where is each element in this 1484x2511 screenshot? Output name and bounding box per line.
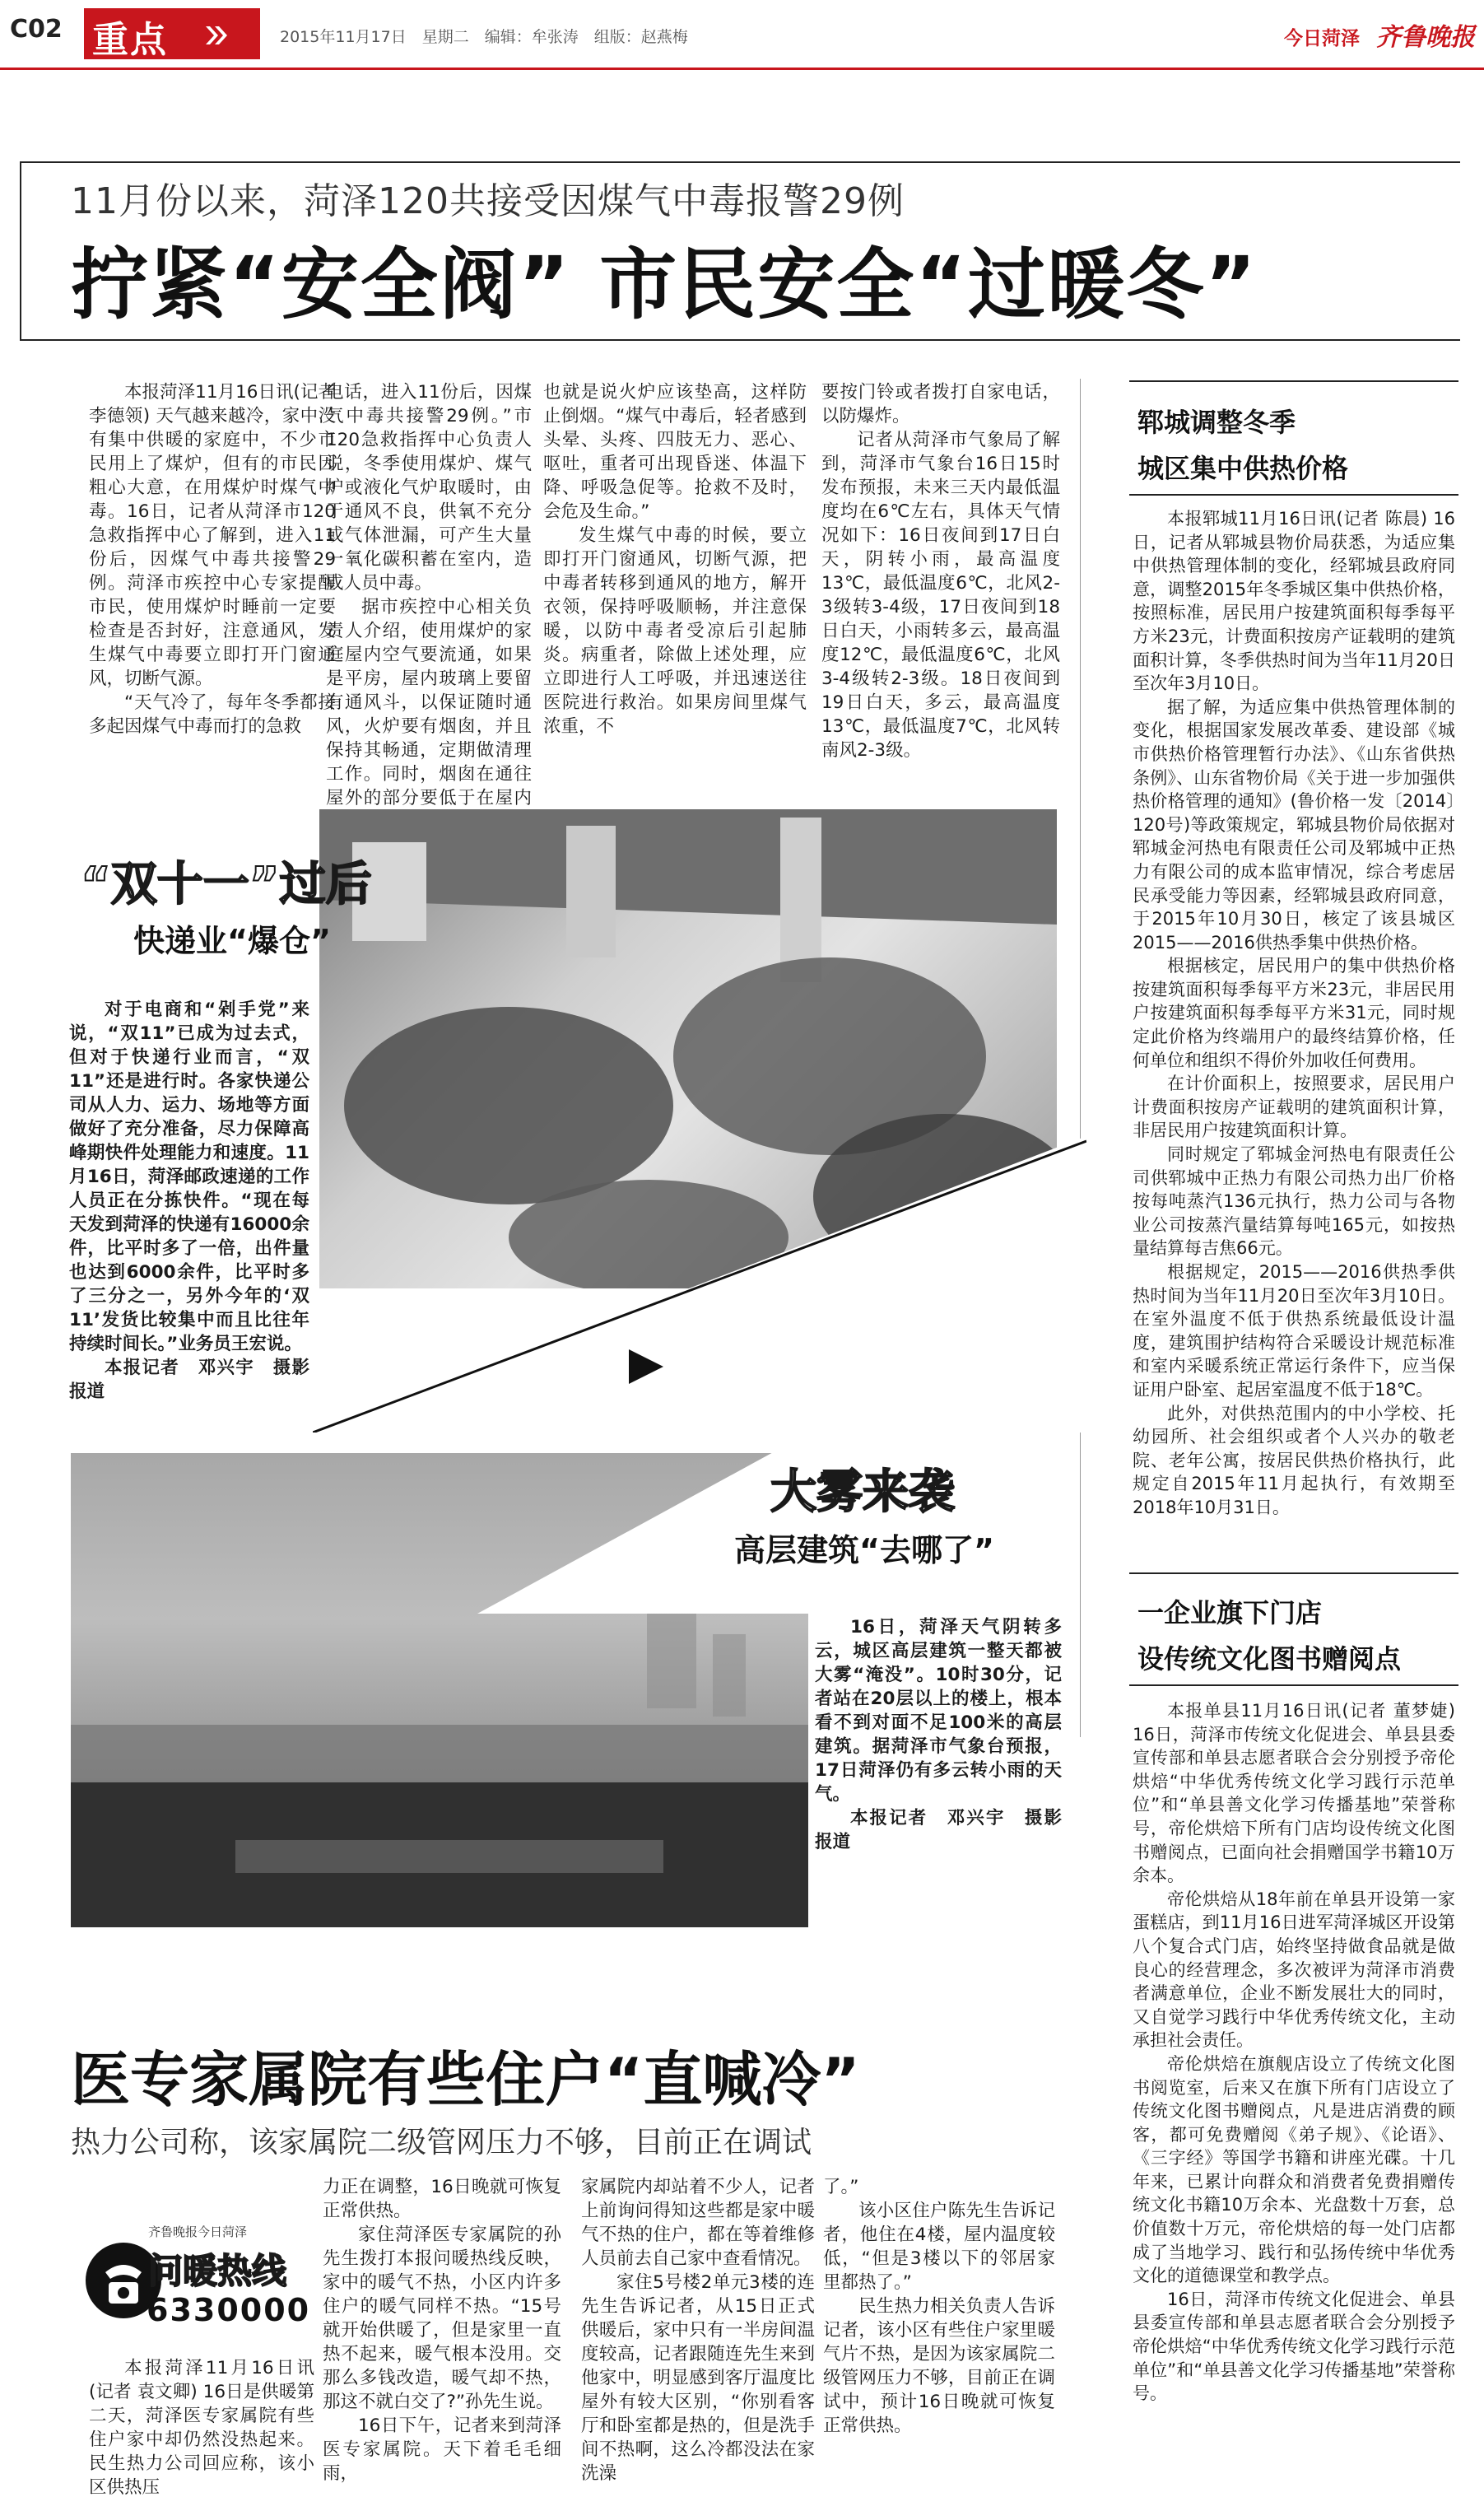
paragraph: 据了解，为适应集中供热管理体制的变化，根据国家发展改革委、建设部《城市供热价格管理暂行办法》、《山东省供热条例》、山东省物价局《关于进一步加强供热价格管理的通知》(鲁价格一发〔2014〕120号)等政策规定，郓城县物价局依据对郓城金河热电有限责任公司及郓城中正热力有限公司的成本监审情况，综合考虑居民承受能力等因素，经郓城县政府同意，于2015年10月30日，核定了该县城区2015——2016供热季集中供热价格。 xyxy=(1133,696,1455,953)
heating-rule-bottom xyxy=(1129,494,1458,496)
paragraph: 家住菏泽医专家属院的孙先生拨打本报问暖热线反映，家中的暖气不热，小区内许多住户的暖气同样不热。“15号就开始供暖了，但是家里一直热不起来，暖气根本没用。交那么多钱改造，暖气却不热，那这不就白交了?”孙先生说。 xyxy=(323,2224,561,2412)
paragraph: 根据核定，居民用户的集中供热价格按建筑面积每季每平方米23元，非居民用户按建筑面积每季每平方米31元，同时规定此价格为终端用户的最终结算价格，任何单位和组织不得价外加收任何费用。 xyxy=(1133,956,1455,1070)
section-label: 重点 xyxy=(92,19,168,61)
paragraph: 16日，菏泽市传统文化促进会、单县县委宣传部和单县志愿者联合会分别授予帝伦烘焙“中华优秀传统文化学习践行示范单位”和“单县善文化学习传播基地”荣誉称号。 xyxy=(1133,2289,1455,2404)
heating-story-body xyxy=(1133,507,1455,1520)
books-title-line-1: 一企业旗下门店 xyxy=(1137,1597,1323,1628)
hotline-title: 问暖热线 xyxy=(148,2251,287,2291)
hospital-story-column-1 xyxy=(89,2356,314,2499)
books-title-line-2: 设传统文化图书赠阅点 xyxy=(1137,1643,1402,1675)
heating-title-line-2: 城区集中供热价格 xyxy=(1137,453,1349,484)
paragraph: “天气冷了，每年冬季都接多起因煤气中毒而打的急救 xyxy=(89,692,336,737)
photo-credit: 本报记者 邓兴宇 摄影报道 xyxy=(69,1358,309,1402)
hospital-story-column-3 xyxy=(581,2175,815,2485)
diagonal-divider xyxy=(313,1136,1086,1433)
main-story-column-4 xyxy=(821,380,1060,762)
headline-rule-bottom xyxy=(20,339,1460,341)
main-story-column-3 xyxy=(543,380,807,738)
main-story-column-1 xyxy=(89,380,336,738)
paragraph: 发生煤气中毒的时候，要立即打开门窗通风，切断气源，把中毒者转移到通风的地方，解开衣领，保持呼吸顺畅，并注意保暖，以防中毒者受凉后引起肺炎。病重者，除做上述处理，应立即进行人工呼吸，并迅速送往医院进行救治。如果房间里煤气浓重，不 xyxy=(543,525,807,737)
hospital-story-column-4 xyxy=(823,2175,1055,2438)
paragraph: 了。” xyxy=(823,2177,859,2197)
headline-rule-top xyxy=(20,161,1460,163)
double-chevron-icon xyxy=(204,25,229,46)
main-story-subtitle: 11月份以来，菏泽120共接受因煤气中毒报警29例 xyxy=(71,180,905,222)
heating-title-line-1: 郓城调整冬季 xyxy=(1137,407,1296,438)
main-story-title: 拧紧“安全阀” 市民安全“过暖冬” xyxy=(71,240,1258,330)
paragraph: 该小区住户陈先生告诉记者，他住在4楼，屋内温度较低，“但是3楼以下的邻居家里都热了。” xyxy=(823,2201,1055,2293)
paragraph: 电话，进入11份后，因煤气中毒共接警29例。”市120急救指挥中心负责人说，冬季使用煤炉、煤气炉或液化气炉取暖时，由于通风不良，供氧不充分或气体泄漏，可产生大量一氧化碳积蓄在室内，造成人员中毒。 xyxy=(326,382,532,594)
express-headline-1: “双十一”过后 xyxy=(81,858,372,911)
books-rule-top xyxy=(1129,1572,1458,1574)
hotline-logo xyxy=(82,2223,313,2338)
paragraph: 据市疾控中心相关负责人介绍，使用煤炉的家庭屋内空气要流通，如果是平房，屋内玻璃上要留有通风斗，以保证随时通风，火炉要有烟囱，并且保持其畅通，定期做清理工作。同时，烟囱在通往屋外的部分要低于在屋内 xyxy=(326,597,532,808)
paragraph: 力正在调整，16日晚就可恢复正常供热。 xyxy=(323,2177,561,2221)
paragraph: 民生热力相关负责人告诉记者，该小区有些住户家里暖气片不热，是因为该家属院二级管网压力不够，目前正在调试中，预计16日晚就可恢复正常供热。 xyxy=(823,2296,1055,2436)
paragraph: 对于电商和“剁手党”来说，“双11”已成为过去式，但对于快递行业而言，“双11”还是进行时。各家快递公司从人力、运力、场地等方面做好了充分准备，尽力保障高峰期快件处理能力和速度。11月16日，菏泽邮政速递的工作人员正在分拣快件。“现在每天发到菏泽的快递有16000余件，比平时多了一倍，出件量也达到6000余件，比平时多了三分之一，另外今年的‘双11’发货比较集中而且比往年持续时间长。”业务员王宏说。 xyxy=(69,999,309,1354)
hospital-story-subtitle: 热力公司称，该家属院二级管网压力不够，目前正在调试 xyxy=(71,2126,812,2159)
paragraph: 本报菏泽11月16日讯(记者 袁文卿) 16日是供暖第二天，菏泽医专家属院有些住户家中却仍然没热起来。民生热力公司回应称，该小区供热压 xyxy=(89,2358,314,2498)
paragraph: 记者从菏泽市气象局了解到，菏泽市气象台16日15时发布预报，未来三天内最低温度均在6℃左右，具体天气情况如下：16日夜间到17日白天，阴转小雨，最高温度13℃，最低温度6℃，北风2-3级转3-4级，17日夜间到18日白天，小雨转多云，最高温度12℃，最低温度6℃，北风3-4级转2-3级。18日夜间到19日白天，多云，最高温度13℃，最低温度7℃，北风转南风2-3级。 xyxy=(821,430,1060,761)
paragraph: 帝伦烘焙在旗舰店设立了传统文化图书阅览室，后来又在旗下所有门店设立了传统文化图书赠阅点，凡是进店消费的顾客，都可免费赠阅《弟子规》、《论语》、《三字经》等国学书籍和讲座光碟。十几年来，已累计向群众和消费者免费捐赠传统文化书籍10万余本、光盘数十万套，总价值数十万元，帝伦烘焙的每一处门店都成了当地学习、践行和弘扬传统中华优秀文化的道德课堂和教学点。 xyxy=(1133,2053,1455,2286)
main-story-column-2 xyxy=(326,380,532,834)
play-arrow-icon xyxy=(626,1346,667,1387)
paragraph: 根据规定，2015——2016供热季供热时间为当年11月20日至次年3月10日。在室外温度不低于供热系统最低设计温度，建筑围护结构符合采暖设计规范标准和室内采暖系统正常运行条件下，应当保证用户卧室、起居室温度不低于18℃。 xyxy=(1133,1262,1455,1400)
express-headline-2: 快递业“爆仓” xyxy=(133,923,331,959)
express-caption xyxy=(69,998,309,1404)
paragraph: 本报菏泽11月16日讯(记者 李德领) 天气越来越冷，家中没有集中供暖的家庭中，不少市民用上了煤炉，但有的市民因粗心大意，在用煤炉时煤气中毒。16日，记者从菏泽市120急救指挥中心了解到，进入11份后，因煤气中毒共接警29例。菏泽市疾控中心专家提醒市民，使用煤炉时睡前一定要检查是否封好，注意通风，发生煤气中毒要立即打开门窗通风，切断气源。 xyxy=(89,382,336,689)
paragraph: 也就是说火炉应该垫高，这样防止倒烟。“煤气中毒后，轻者感到头晕、头疼、四肢无力、恶心、呕吐，重者可出现昏迷、体温下降、呼吸急促等。抢救不及时，会危及生命。” xyxy=(543,382,807,522)
books-story-body xyxy=(1133,1699,1455,2406)
heating-rule-top xyxy=(1129,380,1458,382)
paragraph: 此外，对供热范围内的中小学校、托幼园所、社会组织或者个人兴办的敬老院、老年公寓，按居民供热价格执行，此规定自2015年11月起执行，有效期至2018年10月31日。 xyxy=(1133,1403,1455,1517)
headline-rule-left xyxy=(20,161,21,341)
fog-headline-1: 大雾来袭 xyxy=(770,1465,955,1519)
paragraph: 同时规定了郓城金河热电有限责任公司供郓城中正热力有限公司热力出厂价格按每吨蒸汽136元执行，热力公司与各物业公司按蒸汽量结算每吨165元，如按热量结算每吉焦66元。 xyxy=(1133,1144,1455,1259)
paragraph: 要按门铃或者拨打自家电话，以防爆炸。 xyxy=(821,382,1060,426)
paragraph: 本报郓城11月16日讯(记者 陈晨) 16日，记者从郓城县物价局获悉，为适应集中供热管理体制的变化，经郓城县政府同意，调整2015年冬季城区集中供热价格，按照标准，居民用户按建筑面积每季每平方米23元，计费面积按房产证载明的建筑面积计算，冬季供热时间为当年11月20日至次年3月10日。 xyxy=(1133,509,1455,694)
paragraph: 家属院内却站着不少人，记者上前询问得知这些都是家中暖气不热的住户，都在等着维修人员前去自己家中查看情况。 xyxy=(581,2177,815,2269)
paragraph: 在计价面积上，按照要求，居民用户计费面积按房产证载明的建筑面积计算，非居民用户按建筑面积计算。 xyxy=(1133,1074,1455,1141)
hospital-story-title: 医专家属院有些住户“直喊冷” xyxy=(71,2045,860,2114)
paragraph: 家住5号楼2单元3楼的连先生告诉记者，从15日正式供暖后，家中只有一半房间温度较高，记者跟随连先生来到他家中，明显感到客厅温度比屋外有较大区别，“你别看客厅和卧室都是热的，但是洗手间不热啊，这么冷都没法在家洗澡 xyxy=(581,2272,815,2484)
fog-headline-2: 高层建筑“去哪了” xyxy=(734,1532,994,1568)
newspaper-logo: 齐鲁晚报 xyxy=(1376,23,1475,52)
hotline-caption: 齐鲁晚报今日菏泽 xyxy=(148,2224,248,2239)
paragraph: 16日，菏泽天气阴转多云，城区高层建筑一整天都被大雾“淹没”。10时30分，记者站在20层以上的楼上，根本看不到对面不足100米的高层建筑。据菏泽市气象台预报，17日菏泽仍有多云转小雨的天气。 xyxy=(815,1617,1062,1805)
page-number: C02 xyxy=(10,15,63,44)
hotline-number: 6330000 xyxy=(147,2292,311,2328)
paragraph: 帝伦烘焙从18年前在单县开设第一家蛋糕店，到11月16日进军菏泽城区开设第八个复合式门店，始终坚持做食品就是做良心的经营理念，多次被评为菏泽市消费者满意单位，企业不断发展壮大的同时，又自觉学习践行中华优秀传统文化，主动承担社会责任。 xyxy=(1133,1889,1455,2051)
paragraph: 16日下午，记者来到菏泽医专家属院。天下着毛毛细雨， xyxy=(323,2415,561,2484)
edition-label: 今日菏泽 xyxy=(1284,28,1360,49)
paragraph: 本报单县11月16日讯(记者 董梦婕) 16日，菏泽市传统文化促进会、单县县委宣传部和单县志愿者联合会分别授予帝伦烘焙“中华优秀传统文化学习践行示范单位”和“单县善文化学习传播基地”荣誉称号，帝伦烘焙下所有门店均设传统文化图书赠阅点，已面向社会捐赠国学书籍10万余本。 xyxy=(1133,1701,1455,1886)
issue-meta: 2015年11月17日 星期二 编辑：牟张涛 组版：赵燕梅 xyxy=(280,28,688,46)
photo-credit: 本报记者 邓兴宇 摄影报道 xyxy=(815,1808,1062,1852)
fog-caption xyxy=(815,1615,1062,1854)
column-divider xyxy=(1080,379,1081,1737)
hospital-story-column-2 xyxy=(323,2175,561,2485)
books-rule-bottom xyxy=(1129,1684,1458,1686)
header-rule xyxy=(0,68,1484,70)
